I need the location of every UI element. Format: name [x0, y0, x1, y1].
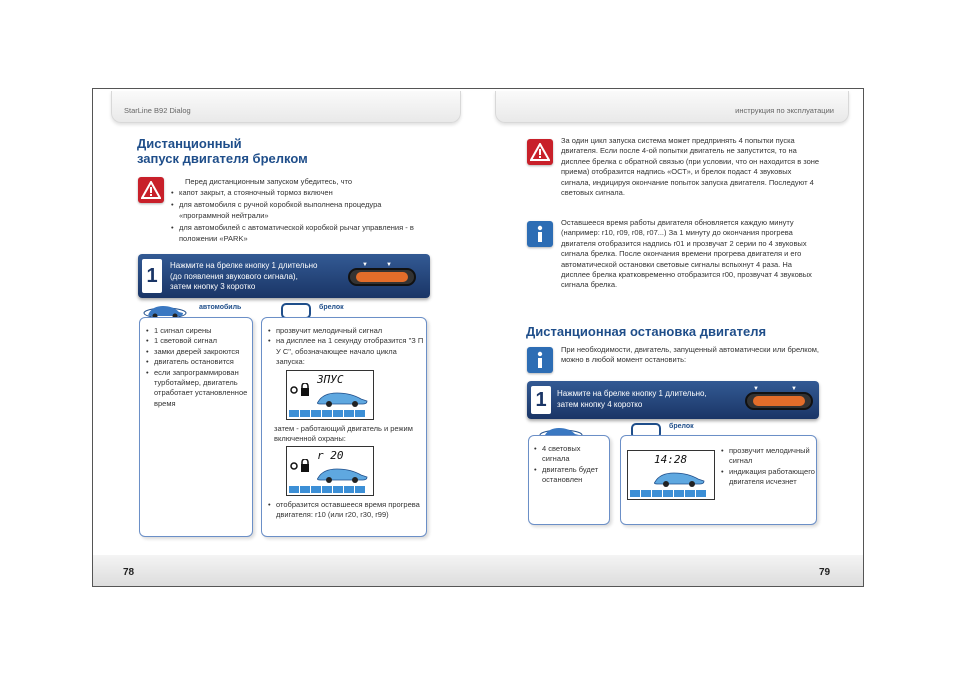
info-icon: [527, 221, 553, 247]
right-info-text: Оставшееся время работы двигателя обновляется каждую минуту (например: r10, r09, r08, r07...) За 1 минуту до окончания прогрева двигателя отобразится надпись r01 и прозвучат 2 серии по 4 звуковых сигнала брелка. После окончания времени прогрева двигателя и его автоматической остановки световые сигналы вспыхнут 4 раза. На дисплее брелка кратковременно отобразится r00, прозвучат 4 звуковых сигнала брелка.: [561, 218, 812, 290]
step-line: затем кнопку 3 коротко: [170, 282, 256, 291]
step-line: (до появления звукового сигнала),: [170, 271, 298, 281]
car-tab-label: автомобиль: [199, 304, 242, 311]
info-icon: [527, 347, 553, 373]
car-display-icon: [315, 465, 369, 483]
left-step-banner: [138, 254, 430, 298]
right-step-banner: [527, 381, 819, 419]
list-item: • отобразится оставшееся время прогрева двигателя: r10 (или r20, r30, r99): [268, 500, 426, 521]
step-instructions: [557, 389, 707, 410]
left-precondition-list: [171, 188, 427, 244]
left-page-footer: [93, 555, 479, 587]
warning-icon: [527, 139, 553, 165]
status-icon-strip: [289, 486, 365, 493]
right-page-number: 79: [819, 567, 831, 578]
list-item: • капот закрыт, а стояночный тормоз включен: [171, 188, 427, 198]
fob-response-panel: [261, 317, 427, 537]
step-number: 1: [142, 259, 162, 293]
step-line: Нажмите на брелке кнопку 1 длительно,: [557, 389, 707, 398]
right-fob-response-list: [721, 446, 815, 488]
list-item: • 4 световых сигнала: [534, 444, 606, 465]
left-page-header: [111, 91, 461, 123]
warning-icon: [138, 177, 164, 203]
right-section-title: Дистанционная остановка двигателя: [526, 324, 767, 339]
then-text: затем - работающий двигатель и режим включенной охраны:: [274, 424, 413, 444]
list-item: • индикация работающего двигателя исчезнет: [721, 467, 815, 488]
fob-response-list-bottom: [268, 500, 426, 521]
fob-tab-label: брелок: [319, 304, 344, 311]
step-number: 1: [531, 386, 551, 414]
key-lock-icon: [290, 459, 312, 473]
title-line-1: Дистанционный: [137, 136, 242, 151]
left-page-title: [137, 136, 308, 166]
key-fob-icon: ▼ ▼: [348, 268, 416, 286]
display-text: 14:28: [654, 453, 688, 466]
right-page-header: [495, 91, 849, 123]
list-item: • прозвучит мелодичный сигнал: [721, 446, 815, 467]
list-item: • 1 сигнал сирены: [146, 326, 250, 336]
left-intro-text: Перед дистанционным запуском убедитесь, что: [185, 177, 353, 186]
list-item: • двигатель остановится: [146, 357, 250, 367]
right-car-response-list: [534, 444, 606, 486]
right-fob-tab-label: брелок: [669, 423, 694, 430]
left-header-text: StarLine B92 Dialog: [124, 106, 191, 115]
step-instructions: [170, 261, 317, 293]
fob-display-clock: [627, 450, 715, 500]
list-item: • 1 световой сигнал: [146, 336, 250, 346]
fob-display-start: [286, 370, 374, 420]
car-response-panel: [139, 317, 253, 537]
right-fob-response-panel: [620, 435, 817, 525]
list-item: • для автомобилей с автоматической коробкой рычаг управления - в положении «PARK»: [171, 223, 427, 244]
car-response-list: [146, 326, 250, 409]
right-page-footer: [479, 555, 864, 587]
status-icon-strip: [630, 490, 706, 497]
list-item: • если запрограммирован турботаймер, двигатель отработает установленное время: [146, 368, 250, 410]
key-fob-icon: ▼ ▼: [745, 392, 813, 410]
step-line: Нажмите на брелке кнопку 1 длительно: [170, 261, 318, 270]
right-info2-text: При необходимости, двигатель, запущенный автоматически или брелком, можно в любой момент остановить:: [561, 345, 820, 365]
right-car-response-panel: [528, 435, 610, 525]
fob-response-list-top: [268, 326, 426, 368]
car-display-icon: [315, 389, 369, 407]
left-page-number: 78: [123, 567, 135, 578]
right-header-text: инструкция по эксплуатации: [735, 106, 834, 115]
list-item: • двигатель будет остановлен: [534, 465, 606, 486]
right-warning-text: За один цикл запуска система может предпринять 4 попытки пуска двигателя. Если после 4-ой попытки двигатель не запустится, то на дисплее брелка с обратной связью (при условии, что он находится в зоне приема) отобразится надпись «ОСТ», и брелок подаст 4 звуковых сигнала, индицируя окончание попыток запуска двигателя. Последуют 4 световых сигнала.: [561, 136, 820, 198]
list-item: • замки дверей закроются: [146, 347, 250, 357]
fob-display-running: [286, 446, 374, 496]
car-display-icon: [652, 469, 706, 487]
key-lock-icon: [290, 383, 312, 397]
title-line-2: запуск двигателя брелком: [137, 151, 308, 166]
manual-spread: [92, 88, 864, 587]
status-icon-strip: [289, 410, 365, 417]
display-text: ЗПУС: [317, 373, 344, 386]
list-item: • на дисплее на 1 секунду отобразится "З П У С", обозначающее начало цикла запуска:: [268, 336, 426, 367]
display-text: r 20: [317, 449, 344, 462]
step-line: затем кнопку 4 коротко: [557, 399, 643, 409]
list-item: • прозвучит мелодичный сигнал: [268, 326, 426, 336]
list-item: • для автомобиля с ручной коробкой выполнена процедура «программной нейтрали»: [171, 200, 427, 221]
